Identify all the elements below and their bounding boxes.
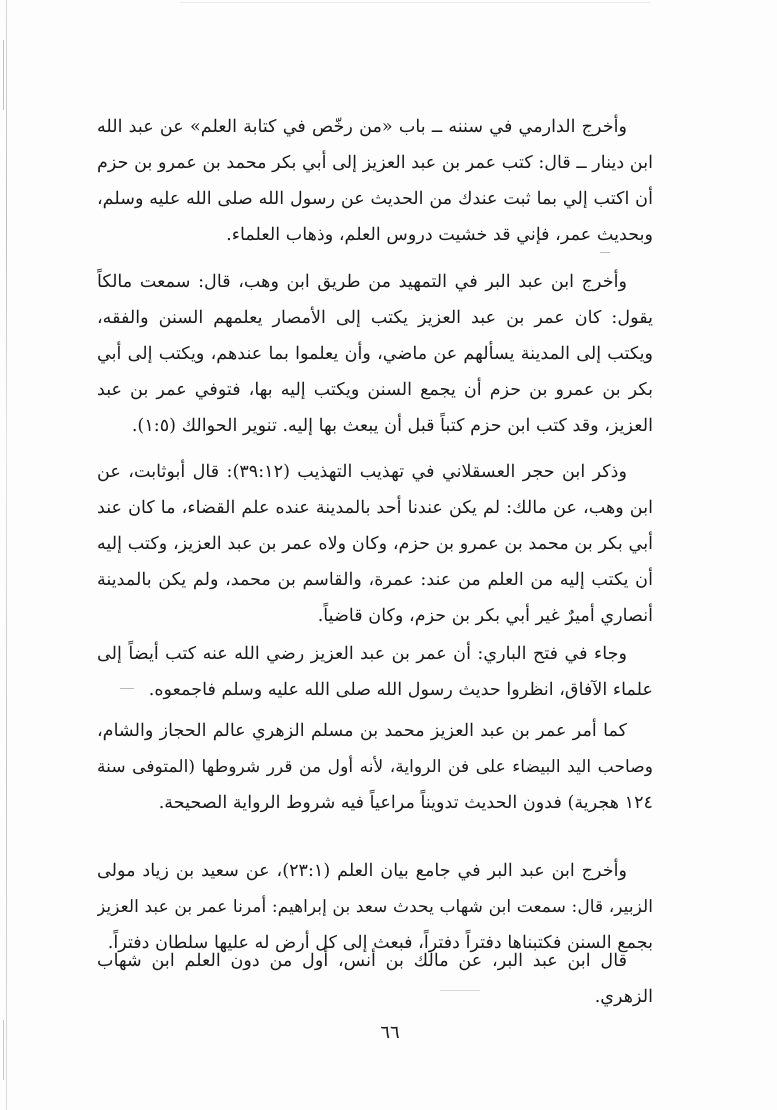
paragraph	[97, 264, 653, 444]
paragraph	[97, 454, 653, 634]
scan-edge-line	[3, 1020, 4, 1080]
text-line: وأخرج ابن عبد البر في جامع بيان العلم (٢٣:١)، عن سعيد بن زياد مولى	[97, 861, 627, 881]
text-line: أن اكتب إلي بما ثبت عندك من الحديث عن رسول الله صلى الله عليه وسلم،	[97, 189, 653, 209]
paragraph	[97, 713, 653, 821]
scan-edge-line	[6, 0, 7, 1110]
text-line: بجمع السنن فكتبناها دفتراً دفتراً، فبعث إلى كل أرض له عليها سلطان دفتراً.	[107, 933, 653, 953]
text-line: أن يكتب إليه من العلم من عند: عمرة، والقاسم بن محمد، ولم يكن بالمدينة	[97, 570, 653, 590]
text-line: يقول: كان عمر بن عبد العزيز يكتب إلى الأمصار يعلمهم السنن والفقه،	[97, 308, 653, 328]
text-line: ابن دينار ــ قال: كتب عمر بن عبد العزيز إلى أبي بكر محمد بن عمرو بن حزم	[97, 153, 653, 173]
text-line: كما أمر عمر بن عبد العزيز محمد بن مسلم الزهري عالم الحجاز والشام،	[97, 721, 627, 741]
text-line: بكر بن عمرو بن حزم أن يجمع السنن ويكتب إليه بها، فتوفي عمر بن عبد	[97, 380, 653, 400]
text-line: أنصاري أميرٌ غير أبي بكر بن حزم، وكان قاضياً.	[317, 606, 653, 626]
text-line: وذكر ابن حجر العسقلاني في تهذيب التهذيب (٣٩:١٢): قال أبوثابت، عن	[97, 462, 627, 482]
text-line: وأخرج ابن عبد البر في التمهيد من طريق ابن وهب، قال: سمعت مالكاً	[97, 272, 627, 292]
scan-edge-line	[3, 40, 4, 110]
text-line: وبحديث عمر، فإني قد خشيت دروس العلم، وذهاب العلماء.	[226, 225, 653, 245]
page-number: ٦٦	[380, 1022, 400, 1043]
text-line: وصاحب اليد البيضاء على فن الرواية، لأنه أول من قرر شروطها (المتوفى سنة	[97, 757, 653, 777]
text-line: ويكتب إلى المدينة يسألهم عن ماضي، وأن يعلموا بما عندهم، ويكتب إلى أبي	[97, 344, 653, 364]
text-line: الزبير، قال: سمعت ابن شهاب يحدث سعد بن إبراهيم: أمرنا عمر بن عبد العزيز	[97, 897, 653, 917]
text-line: قال ابن عبد البر، عن مالك بن أنس، أول من دون العلم ابن شهاب	[97, 951, 627, 971]
text-line: ابن وهب، عن مالك: لم يكن عندنا أحد بالمدينة عنده علم القضاء، ما كان عند	[97, 498, 653, 518]
paragraph	[97, 636, 653, 708]
text-line: ١٢٤ هجرية) فدون الحديث تدويناً مراعياً فيه شروط الرواية الصحيحة.	[158, 793, 653, 813]
text-line: أبي بكر بن محمد بن عمرو بن حزم، وكان ولاه عمر بن عبد العزيز، وكتب إليه	[97, 534, 653, 554]
paragraph	[97, 109, 653, 253]
text-line: وجاء في فتح الباري: أن عمر بن عبد العزيز رضي الله عنه كتب أيضاً إلى	[97, 644, 627, 664]
text-line: الزهري.	[594, 987, 653, 1007]
scan-edge-line	[180, 2, 650, 3]
text-line: العزيز، وقد كتب ابن حزم كتباً قبل أن يبعث بها إليه. تنوير الحوالك (١:٥).	[131, 416, 653, 436]
text-line: وأخرج الدارمي في سننه ــ باب «من رخّص في كتابة العلم» عن عبد الله	[97, 117, 627, 137]
paragraph	[97, 943, 653, 1015]
text-line: علماء الآفاق، انظروا حديث رسول الله صلى الله عليه وسلم فاجمعوه.	[148, 680, 653, 700]
